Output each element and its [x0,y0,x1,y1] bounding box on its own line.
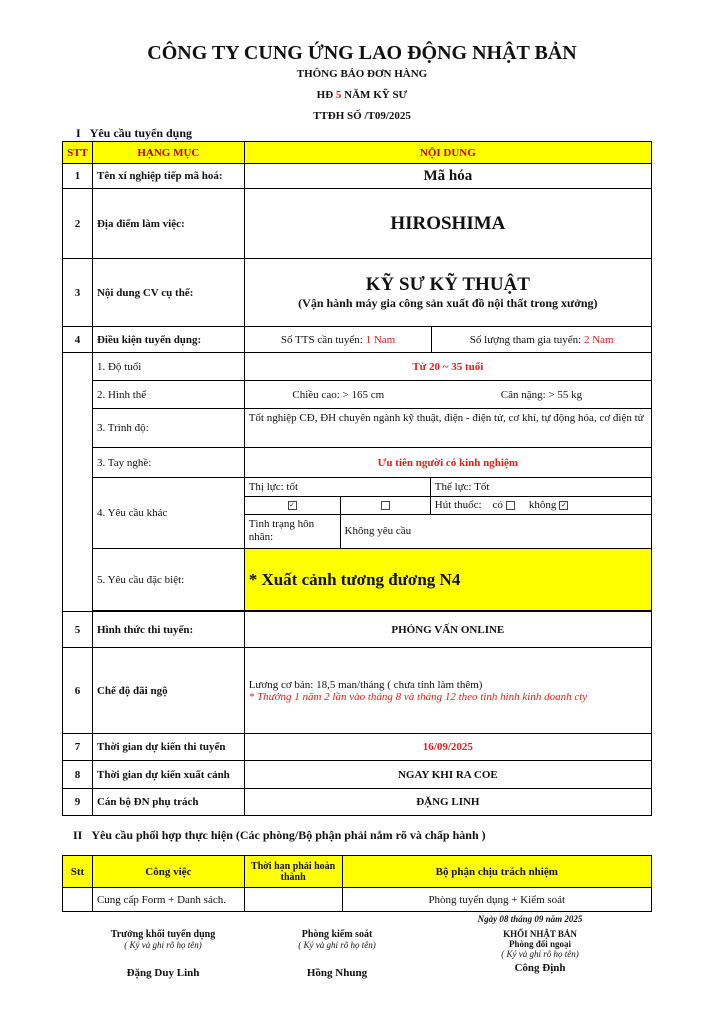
skill-value: Ưu tiên người có kinh nghiệm [244,448,651,478]
col-dept: Bộ phận chịu trách nhiệm [342,856,651,888]
col-item: HẠNG MỤC [92,142,244,164]
task-value: Cung cấp Form + Danh sách. [92,888,244,912]
row-label: Địa điểm làm việc: [92,189,244,259]
table-row [63,327,652,353]
job-title: KỸ SƯ KỸ THUẬT [365,274,530,295]
contract-suffix: NĂM KỸ SƯ [341,89,408,101]
signer-title: KHỐI NHẬT BẢN [503,929,577,939]
order-number: TTĐH SỐ /T09/2025 [313,110,411,122]
enterprise-code: Mã hóa [244,164,651,189]
smoking-yes-label: có [492,499,503,511]
skill-label: 3. Tay nghề: [92,448,244,478]
coordination-table [62,855,652,912]
section2-title: Yêu cầu phối hợp thực hiện (Các phòng/Bộ phận phải nắm rõ và chấp hành ) [91,828,486,842]
table-row [63,189,652,259]
table-row [63,478,652,549]
contract-number: 5 [335,89,342,101]
quota-value: 2 Nam [583,333,614,346]
signature-block-recruitment [88,929,238,979]
table-header-row [63,142,652,164]
table-row [63,381,652,409]
col-stt: STT [63,142,93,164]
other-req-cell [244,478,651,549]
special-req-value: * Xuất cảnh tương đương N4 [244,549,651,611]
row-label: Nội dung CV cụ thể: [92,259,244,327]
special-req-label: 5. Yêu cầu đặc biệt: [92,549,244,611]
col-stt: Stt [63,856,93,888]
vision-value: Thị lực: tốt [245,478,431,496]
signer-title: Phòng kiểm soát [301,929,373,940]
dept-value: Phòng tuyển dụng + Kiểm soát [342,888,651,912]
row-label: Thời gian dự kiến xuất cảnh [92,761,244,789]
tts-label: Số TTS cần tuyển: [280,333,366,346]
checkbox-icon[interactable] [506,501,515,510]
job-description: (Vận hành máy gia công sản xuất đồ nội thất trong xưởng) [298,296,598,310]
table-row [63,549,652,611]
checked-checkbox-icon[interactable]: ✓ [560,500,567,509]
signer-name: Đặng Duy Linh [126,967,200,979]
education-value: Tốt nghiệp CĐ, ĐH chuyên ngành kỹ thuật, điện - điện tử, cơ khí, tự động hóa, cơ điện tử [244,409,651,448]
table-row [63,164,652,189]
sub-stt-blank [63,353,93,612]
work-location: HIROSHIMA [244,189,651,259]
section1-heading [76,126,192,141]
row-stt: 5 [63,612,93,648]
exam-date: 16/09/2025 [244,734,651,761]
col-content: NỘI DUNG [244,142,651,164]
height-value: Chiều cao: > 165 cm [244,381,432,409]
checked-checkbox-icon: ✓ [289,500,296,509]
section2-num: II [73,828,83,842]
signature-block-foreign [465,929,615,974]
signer-title: Trưởng khối tuyển dụng [110,929,216,940]
signature-block-control [262,929,412,979]
table-row [63,761,652,789]
row-stt: 4 [63,327,93,353]
row-label: Chế độ đãi ngộ [92,648,244,734]
departure-time: NGAY KHI RA COE [244,761,651,789]
smoking-field [430,496,651,514]
checkbox-icon [381,501,390,510]
section2-heading [73,828,486,843]
signer-note: ( Ký và ghi rõ họ tên) [124,940,202,950]
row-stt: 8 [63,761,93,789]
table-row [63,612,652,648]
smoking-label: Hút thuốc: [434,499,482,511]
vision-check-b[interactable] [340,496,430,514]
requirements-table [62,141,652,816]
benefits-cell [244,648,651,734]
vision-check-a[interactable] [245,496,340,514]
row-label: Thời gian dự kiến thi tuyển [92,734,244,761]
notice-title: THÔNG BÁO ĐƠN HÀNG [296,68,428,80]
signing-date: Ngày 08 tháng 09 năm 2025 [477,914,583,924]
age-label: 1. Độ tuổi [92,353,244,381]
signer-name: Hồng Nhung [306,967,368,979]
row-label: Điều kiện tuyển dụng: [92,327,244,353]
company-title: CÔNG TY CUNG ỨNG LAO ĐỘNG NHẬT BẢN [147,42,577,64]
row-stt: 7 [63,734,93,761]
table-row [63,648,652,734]
fitness-value: Thể lực: Tốt [430,478,651,496]
other-req-table [245,478,651,548]
marital-value: Không yêu cầu [340,514,651,548]
staff-in-charge: ĐẶNG LINH [244,789,651,816]
salary-line: Lương cơ bản: 18,5 man/tháng ( chưa tính làm thêm) [248,678,483,691]
education-label: 3. Trình độ: [92,409,244,448]
table-row [63,448,652,478]
other-req-label: 4. Yêu cầu khác [92,478,244,549]
tts-count [244,327,432,353]
row-stt: 2 [63,189,93,259]
row-stt: 6 [63,648,93,734]
signer-name: Công Định [514,962,566,974]
row-label: Hình thức thi tuyển: [92,612,244,648]
smoking-no-label: không [528,499,557,511]
row-label: Tên xí nghiệp tiếp mã hoá: [92,164,244,189]
table-row [63,409,652,448]
contract-line [0,89,724,101]
age-value: Từ 20 ~ 35 tuổi [244,353,651,381]
table-row [63,353,652,381]
contract-prefix: HĐ [316,89,336,101]
job-content [244,259,651,327]
marital-label: Tình trạng hôn nhân: [245,514,340,548]
signer-note: ( Ký và ghi rõ họ tên) [298,940,376,950]
exam-form: PHỎNG VẤN ONLINE [244,612,651,648]
body-label: 2. Hình thể [92,381,244,409]
tts-value: 1 Nam [365,333,396,346]
bonus-line: * Thưởng 1 năm 2 lần vào tháng 8 và tháng 12 theo tình hình kinh doanh cty [248,690,588,703]
row-stt: 1 [63,164,93,189]
col-task: Công việc [92,856,244,888]
quota-label: Số lượng tham gia tuyển: [469,333,584,346]
deadline-value [244,888,342,912]
signer-note: ( Ký và ghi rõ họ tên) [501,949,579,959]
row-stt: 3 [63,259,93,327]
table-row [63,734,652,761]
col-deadline: Thời hạn phải hoàn thành [244,856,342,888]
quota-count [432,327,652,353]
section1-num: I [76,126,81,140]
section1-title: Yêu cầu tuyển dụng [89,126,193,140]
table-row [63,789,652,816]
table-row [63,259,652,327]
table-row [63,888,652,912]
table-header-row [63,856,652,888]
row-label: Cán bộ ĐN phụ trách [92,789,244,816]
row-stt: 9 [63,789,93,816]
row-stt [63,888,93,912]
signer-title2: Phòng đối ngoại [508,939,572,949]
weight-value: Cân nặng: > 55 kg [432,381,652,409]
